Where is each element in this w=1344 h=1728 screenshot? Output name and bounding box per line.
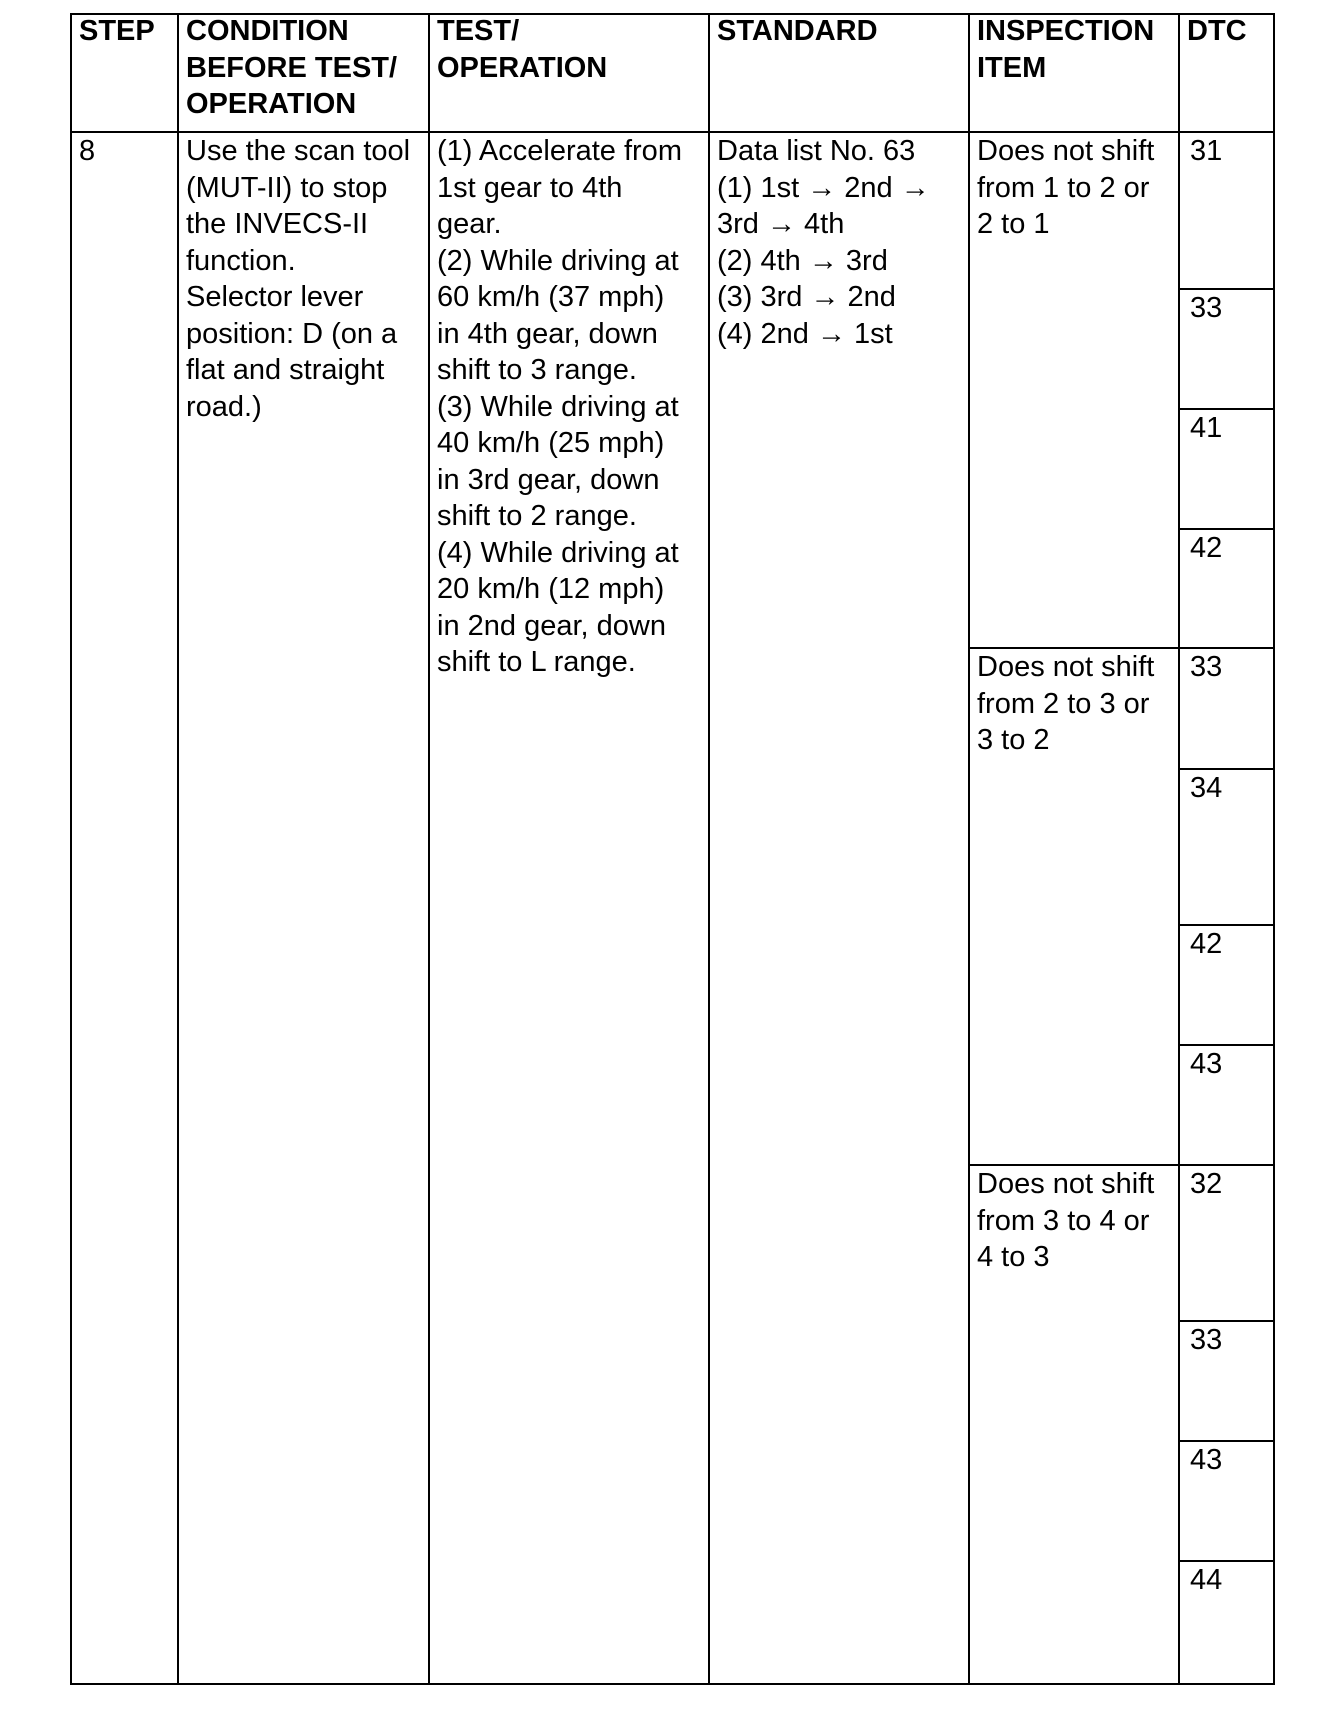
standard-line: (3) 3rd → 2nd: [717, 281, 896, 313]
dtc-code: 44: [1190, 1564, 1223, 1596]
dtc-code: 42: [1190, 928, 1223, 960]
standard-text: [717, 133, 930, 352]
test-line: (1) Accelerate from: [437, 135, 682, 167]
dtc-code: 42: [1190, 532, 1223, 564]
inspection-line: 3 to 2: [977, 724, 1050, 756]
inspection-line: 4 to 3: [977, 1241, 1050, 1273]
header-dtc: DTC: [1187, 15, 1247, 47]
dtc-code: 33: [1190, 292, 1223, 324]
test-line: 60 km/h (37 mph): [437, 281, 665, 313]
dtc-code: 31: [1190, 135, 1223, 167]
dtc-code: 33: [1190, 1324, 1223, 1356]
header-inspection-line: INSPECTION: [977, 15, 1155, 47]
header-condition-line: CONDITION: [186, 15, 349, 47]
header-test-line: TEST/: [437, 15, 520, 47]
column-divider-test: [708, 13, 710, 1685]
test-line: (4) While driving at: [437, 536, 679, 569]
condition-line: the INVECS-II: [186, 208, 369, 240]
dtc-code: 41: [1190, 412, 1223, 444]
dtc-code: 43: [1190, 1048, 1223, 1080]
header-condition-line: BEFORE TEST/: [186, 51, 398, 84]
step-number: 8: [79, 135, 96, 167]
test-line: (2) While driving at: [437, 244, 679, 277]
test-line: in 4th gear, down: [437, 317, 658, 350]
test-line: in 2nd gear, down: [437, 609, 666, 642]
condition-line: Selector lever: [186, 281, 364, 313]
inspection-item-1: [977, 133, 1154, 243]
inspection-line: Does not shift: [977, 651, 1155, 683]
dtc-code: 33: [1190, 651, 1223, 683]
header-condition-line: OPERATION: [186, 88, 357, 120]
inspection-line: from 3 to 4 or: [977, 1204, 1150, 1237]
dtc-code: 43: [1190, 1444, 1223, 1476]
test-operation-text: [437, 133, 682, 681]
test-line: gear.: [437, 208, 502, 240]
test-line: shift to 3 range.: [437, 354, 637, 386]
dtc-code: 34: [1190, 772, 1223, 804]
inspection-line: 2 to 1: [977, 208, 1050, 240]
column-divider-condition: [428, 13, 430, 1685]
header-test: [437, 13, 607, 86]
test-line: shift to L range.: [437, 646, 636, 678]
header-standard: STANDARD: [717, 15, 878, 47]
condition-line: (MUT-II) to stop: [186, 171, 388, 204]
condition-line: Use the scan tool: [186, 135, 411, 167]
header-test-line: OPERATION: [437, 51, 608, 84]
column-divider-inspection: [1178, 13, 1180, 1685]
inspection-line: from 1 to 2 or: [977, 171, 1150, 204]
standard-line: Data list No. 63: [717, 135, 916, 167]
standard-line: 3rd → 4th: [717, 208, 845, 240]
condition-line: function.: [186, 244, 296, 277]
standard-line: (2) 4th → 3rd: [717, 244, 888, 277]
column-divider-step: [177, 13, 179, 1685]
condition-line: road.): [186, 390, 262, 423]
condition-line: position: D (on a: [186, 317, 398, 350]
standard-line: (4) 2nd → 1st: [717, 317, 893, 350]
header-condition: [186, 13, 397, 123]
inspection-line: from 2 to 3 or: [977, 687, 1150, 720]
inspection-item-3: [977, 1166, 1154, 1276]
dtc-code: 32: [1190, 1168, 1223, 1200]
test-line: 1st gear to 4th: [437, 171, 623, 204]
condition-text: [186, 133, 410, 425]
header-step: STEP: [79, 15, 155, 47]
condition-line: flat and straight: [186, 354, 385, 386]
header-inspection-line: ITEM: [977, 51, 1047, 84]
test-line: (3) While driving at: [437, 390, 679, 423]
header-inspection: [977, 13, 1154, 86]
test-line: 40 km/h (25 mph): [437, 427, 665, 459]
inspection-line: Does not shift: [977, 1168, 1155, 1200]
test-line: shift to 2 range.: [437, 500, 637, 532]
inspection-line: Does not shift: [977, 135, 1155, 167]
inspection-item-2: [977, 649, 1154, 759]
test-line: in 3rd gear, down: [437, 463, 660, 496]
standard-line: (1) 1st → 2nd →: [717, 171, 930, 204]
column-divider-standard: [968, 13, 970, 1685]
test-line: 20 km/h (12 mph): [437, 573, 665, 605]
